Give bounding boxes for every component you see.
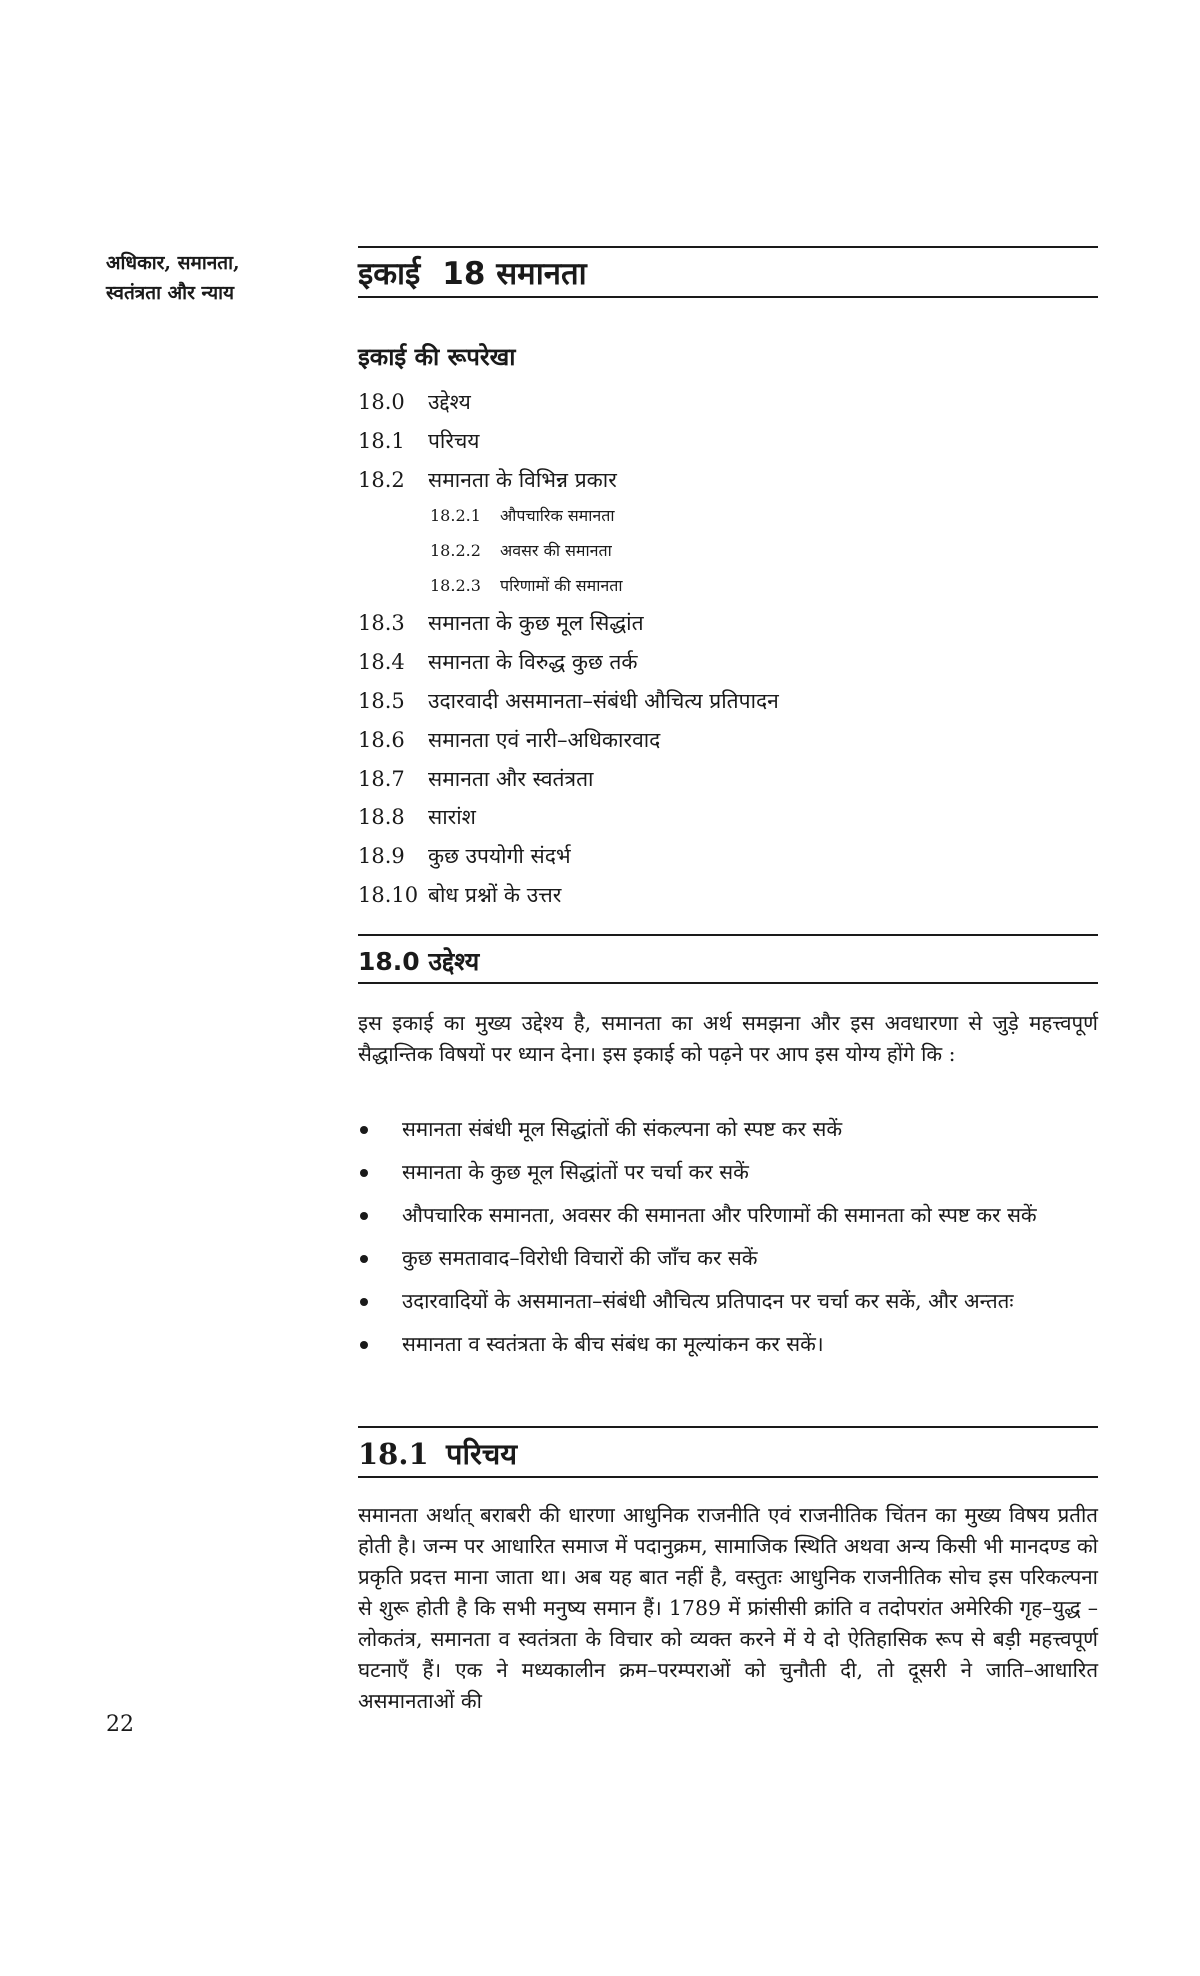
unit-number-title: 18 समानता [442,256,587,292]
outline-item-number: 18.1 [358,428,405,453]
objective-bullet-text: कुछ समतावाद–विरोधी विचारों की जाँच कर सकें [402,1246,758,1270]
outline-item[interactable] [358,842,1098,881]
outline-item-number: 18.10 [358,882,419,907]
outline-subitem-text: औपचारिक समानता [500,506,615,526]
outline-item-number: 18.6 [358,727,405,752]
outline-heading: इकाई की रूपरेखा [358,342,516,371]
outline-item-text: बोध प्रश्नों के उत्तर [428,882,562,907]
bullet-icon [360,1255,368,1263]
outline-item-text: उदारवादी असमानता–संबंधी औचित्य प्रतिपादन [428,688,779,713]
outline-item-text: उद्देश्य [428,390,471,414]
bullet-icon [360,1126,368,1134]
outline-item-number: 18.2 [358,467,405,492]
section-intro-number: 18.1 [358,1437,429,1471]
outline-item-number: 18.7 [358,766,405,791]
sidebar-title-line-1: अधिकार, समानता, [106,252,240,274]
outline-subitem-text: अवसर की समानता [500,541,612,561]
section-objective-intro: इस इकाई का मुख्य उद्देश्य है, समानता का अर्थ समझना और इस अवधारणा से जुड़े महत्त्वपूर्ण सैद्धान्तिक विषयों पर ध्यान देना। इस इकाई को पढ़ने पर आप इस योग्य होंगे कि : [358,1011,1098,1066]
outline-item-number: 18.8 [358,805,405,830]
section-intro-title: परिचय [446,1437,518,1471]
bullet-icon [360,1212,368,1220]
outline-item[interactable] [358,427,1098,466]
objective-bullet [358,1115,1098,1144]
bullet-icon [360,1298,368,1306]
outline-subitem[interactable] [358,539,1098,574]
outline-item-number: 18.9 [358,844,405,869]
outline-item-number: 18.4 [358,650,405,675]
outline-item[interactable] [358,687,1098,726]
objective-bullet-text: समानता संबंधी मूल सिद्धांतों की संकल्पना को स्पष्ट कर सकें [402,1117,843,1141]
outline-item-text: सारांश [428,805,476,830]
outline-item-text: कुछ उपयोगी संदर्भ [428,844,571,869]
outline-item[interactable] [358,765,1098,804]
outline-item-text: समानता और स्वतंत्रता [428,766,594,791]
outline-subitem[interactable] [358,504,1098,539]
objective-bullet [358,1201,1098,1230]
objective-bullet-text: समानता के कुछ मूल सिद्धांतों पर चर्चा कर सकें [402,1160,749,1184]
outline-subitem-number: 18.2.3 [430,576,481,596]
section-objective-top-rule [358,934,1098,936]
unit-label: इकाई [358,256,421,292]
sidebar-block-title [106,248,296,308]
outline-item[interactable] [358,803,1098,842]
outline-item[interactable] [358,648,1098,687]
outline-list [358,388,1098,920]
outline-item-text: समानता के विभिन्न प्रकार [428,467,617,492]
objective-bullet-text: उदारवादियों के असमानता–संबंधी औचित्य प्रतिपादन पर चर्चा कर सकें, और अन्ततः [402,1289,1014,1313]
outline-subitem[interactable] [358,574,1098,609]
title-top-rule [358,246,1098,248]
objective-bullet [358,1330,1098,1359]
outline-item[interactable] [358,466,1098,505]
objective-bullet-text: समानता व स्वतंत्रता के बीच संबंध का मूल्यांकन कर सकें। [402,1332,824,1356]
outline-item-text: परिचय [428,428,480,453]
bullet-icon [360,1169,368,1177]
outline-item[interactable] [358,881,1098,920]
outline-item-text: समानता के विरुद्ध कुछ तर्क [428,650,638,675]
objective-bullet-text: औपचारिक समानता, अवसर की समानता और परिणामों की समानता को स्पष्ट कर सकें [402,1203,1037,1227]
page-number: 22 [106,1712,134,1737]
outline-item-number: 18.3 [358,611,405,636]
section-intro-top-rule [358,1426,1098,1428]
unit-title [358,252,587,294]
title-bottom-rule [358,296,1098,298]
outline-subitem-number: 18.2.1 [430,506,481,526]
outline-item-number: 18.5 [358,688,405,713]
section-intro-bottom-rule [358,1476,1098,1478]
objective-bullet [358,1158,1098,1187]
objective-bullet [358,1287,1098,1316]
outline-item-number: 18.0 [358,390,405,414]
section-objective-bottom-rule [358,982,1098,984]
outline-item[interactable] [358,388,1098,427]
bullet-icon [360,1341,368,1349]
outline-item-text: समानता एवं नारी–अधिकारवाद [428,727,661,752]
section-objective-heading: 18.0 उद्देश्य [358,947,480,976]
outline-item[interactable] [358,726,1098,765]
outline-subitem-number: 18.2.2 [430,541,481,561]
outline-subitem-text: परिणामों की समानता [500,576,623,596]
section-intro-paragraph: समानता अर्थात् बराबरी की धारणा आधुनिक राजनीति एवं राजनीतिक चिंतन का मुख्य विषय प्रतीत होती है। जन्म पर आधारित समाज में पदानुक्रम, सामाजिक स्थिति अथवा अन्य किसी भी मानदण्ड को प्रकृति प्रदत्त माना जाता था। अब यह बात नहीं है, वस्तुतः आधुनिक राजनीतिक सोच इस परिकल्पना से शुरू होती है कि सभी मनुष्य समान हैं। 1789 में फ्रांसीसी क्रांति व तदोपरांत अमेरिकी गृह–युद्ध – लोकतंत्र, समानता व स्वतंत्रता के विचार को व्यक्त करने में ये दो ऐतिहासिक रूप से बड़ी महत्त्वपूर्ण घटनाएँ हैं। एक ने मध्यकालीन क्रम–परम्पराओं को चुनौती दी, तो दूसरी ने जाति–आधारित असमानताओं की [358,1503,1098,1713]
outline-item-text: समानता के कुछ मूल सिद्धांत [428,611,644,636]
section-intro-heading [358,1434,517,1473]
sidebar-title-line-2: स्वतंत्रता और न्याय [106,282,235,304]
objective-bullet-list [358,1115,1098,1373]
objective-bullet [358,1244,1098,1273]
outline-item[interactable] [358,609,1098,648]
